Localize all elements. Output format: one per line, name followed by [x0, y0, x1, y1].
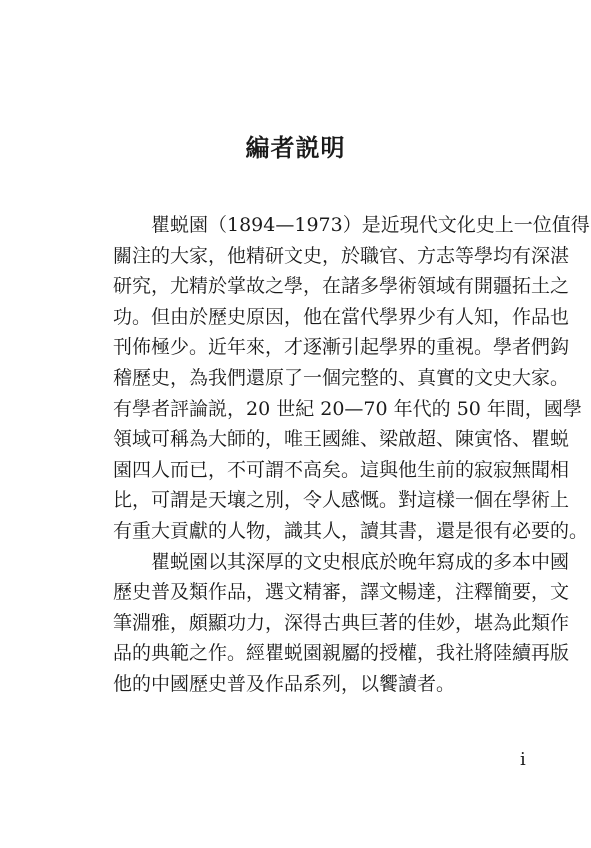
text-line: 功。但由於歷史原因，他在當代學界少有人知，作品也 — [113, 305, 570, 328]
text-line: 瞿蜕園（1894—1973）是近現代文化史上一位值得 — [113, 214, 590, 236]
text-line: 研究，尤精於掌故之學，在諸多學術領域有開疆拓土之 — [113, 275, 570, 298]
text-line: 筆淵雅，頗顯功力，深得古典巨著的佳妙，堪為此類作 — [113, 611, 570, 634]
text-line: 瞿蜕園以其深厚的文史根底於晚年寫成的多本中國 — [113, 550, 570, 573]
text-line: 刊佈極少。近年來，才逐漸引起學界的重視。學者們鈎 — [113, 336, 570, 359]
text-line: 有學者評論説，20 世紀 20—70 年代的 50 年間，國學 — [113, 397, 582, 420]
text-line: 關注的大家，他精研文史，於職官、方志等學均有深湛 — [113, 244, 570, 267]
body-text — [113, 210, 590, 700]
text-line: 稽歷史，為我們還原了一個完整的、真實的文史大家。 — [113, 366, 570, 389]
paragraph — [113, 547, 570, 700]
page-title: 編者説明 — [245, 133, 346, 163]
page-number: i — [520, 749, 526, 770]
text-line: 他的中國歷史普及作品系列，以饗讀者。 — [113, 672, 456, 695]
text-line: 有重大貢獻的人物，識其人，讀其書，還是很有必要的。 — [113, 519, 589, 542]
text-line: 領域可稱為大師的，唯王國維、梁啟超、陳寅恪、瞿蜕 — [113, 428, 570, 451]
text-line: 比，可謂是天壤之別，令人感慨。對這樣一個在學術上 — [113, 489, 570, 512]
paragraph — [113, 210, 590, 547]
text-line: 品的典範之作。經瞿蜕園親屬的授權，我社將陸續再版 — [113, 642, 570, 665]
text-line: 園四人而已，不可謂不高矣。這與他生前的寂寂無聞相 — [113, 458, 570, 481]
text-line: 歷史普及類作品，選文精審，譯文暢達，注釋簡要，文 — [113, 581, 570, 604]
